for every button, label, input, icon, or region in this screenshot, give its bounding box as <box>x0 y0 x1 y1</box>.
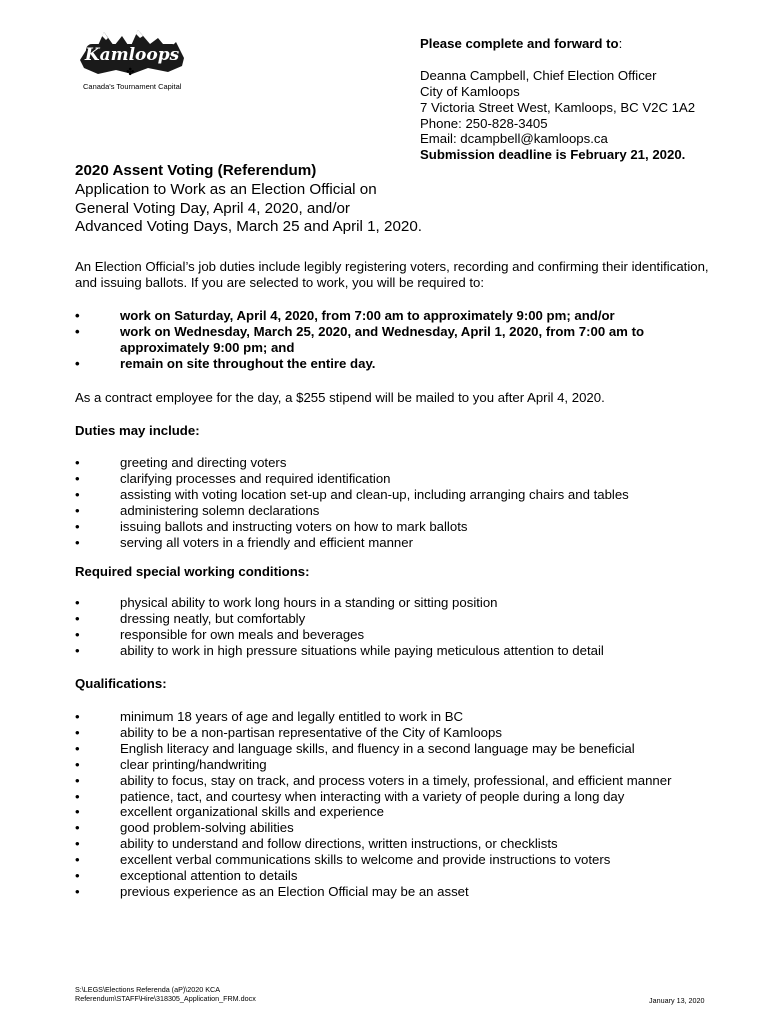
bullet-icon: • <box>75 308 80 323</box>
duties-list <box>75 455 725 550</box>
title-line-1: 2020 Assent Voting (Referendum) <box>75 162 317 179</box>
list-item-text: work on Saturday, April 4, 2020, from 7:00 am to approximately 9:00 pm; and/or <box>120 308 615 323</box>
mailing-address: 7 Victoria Street West, Kamloops, BC V2C 1A2 <box>420 99 696 115</box>
list-item-text: patience, tact, and courtesy when interacting with a variety of people during a long day <box>120 788 625 804</box>
document-title <box>75 162 422 237</box>
title-line-4: Advanced Voting Days, March 25 and April 1, 2020. <box>75 218 422 236</box>
list-item-text: physical ability to work long hours in a standing or sitting position <box>120 595 498 610</box>
list-item <box>75 308 725 324</box>
list-item-text: assisting with voting location set-up and clean-up, including arranging chairs and tables <box>120 486 629 502</box>
list-item-text: English literacy and language skills, and fluency in a second language may be beneficial <box>120 740 635 756</box>
bullet-icon: • <box>75 883 80 899</box>
bullet-icon: • <box>75 610 80 626</box>
stipend-paragraph: As a contract employee for the day, a $255 stipend will be mailed to you after April 4, 2020. <box>75 390 605 405</box>
list-item <box>75 627 725 643</box>
list-item-text: excellent organizational skills and experience <box>120 804 384 820</box>
file-path-line-2: Referendum\STAFF\Hire\318305_Application_FRM.docx <box>75 994 256 1003</box>
list-item-text: dressing neatly, but comfortably <box>120 610 306 626</box>
bullet-icon: • <box>75 724 80 740</box>
list-item-text: good problem-solving abilities <box>120 820 294 836</box>
bullet-icon: • <box>75 852 80 868</box>
conditions-heading: Required special working conditions: <box>75 564 310 579</box>
logo-wordmark: Kamloops <box>84 45 180 65</box>
forward-to-block <box>420 36 695 163</box>
list-item-text: work on Wednesday, March 25, 2020, and Wednesday, April 1, 2020, from 7:00 am to approximately 9:00 pm; and <box>120 323 645 355</box>
list-item <box>75 471 725 487</box>
bullet-icon: • <box>75 626 80 642</box>
list-item <box>75 836 725 852</box>
forward-to-heading <box>420 36 695 52</box>
list-item <box>75 804 725 820</box>
officer-name: Deanna Campbell, Chief Election Officer <box>420 67 657 83</box>
list-item <box>75 487 725 503</box>
list-item <box>75 535 725 551</box>
file-path-footer <box>75 985 256 1003</box>
bullet-icon: • <box>75 804 80 820</box>
list-item-text: ability to focus, stay on track, and process voters in a timely, professional, and efficient manner <box>120 772 672 788</box>
list-item-text: ability to understand and follow directions, written instructions, or checklists <box>120 836 558 852</box>
list-item <box>75 519 725 535</box>
bullet-icon: • <box>75 455 80 470</box>
logo-tagline: Canada's Tournament Capital <box>83 82 182 91</box>
bullet-icon: • <box>75 868 80 884</box>
organization-name: City of Kamloops <box>420 83 520 99</box>
bullet-icon: • <box>75 470 80 486</box>
list-item <box>75 773 725 789</box>
bullet-icon: • <box>75 534 80 550</box>
list-item <box>75 741 725 757</box>
list-item <box>75 595 725 611</box>
list-item-text: remain on site throughout the entire day. <box>120 355 376 371</box>
bullet-icon: • <box>75 518 80 534</box>
bullet-icon: • <box>75 820 80 836</box>
list-item <box>75 643 725 659</box>
list-item-text: exceptional attention to details <box>120 868 298 884</box>
list-item <box>75 356 725 372</box>
submission-deadline: Submission deadline is February 21, 2020. <box>420 147 686 163</box>
bullet-icon: • <box>75 788 80 804</box>
list-item <box>75 820 725 836</box>
duties-heading: Duties may include: <box>75 423 200 438</box>
list-item <box>75 611 725 627</box>
bullet-icon: • <box>75 709 80 724</box>
title-line-3: General Voting Day, April 4, 2020, and/or <box>75 199 350 217</box>
forward-heading-colon: : <box>618 36 623 51</box>
list-item-text: minimum 18 years of age and legally entitled to work in BC <box>120 709 464 724</box>
list-item-text: greeting and directing voters <box>120 455 287 470</box>
qualifications-heading: Qualifications: <box>75 676 167 691</box>
bullet-icon: • <box>75 486 80 502</box>
bullet-icon: • <box>75 772 80 788</box>
list-item <box>75 709 725 725</box>
phone-number: Phone: 250-828-3405 <box>420 115 548 131</box>
bullet-icon: • <box>75 836 80 852</box>
list-item-text: clarifying processes and required identification <box>120 470 391 486</box>
footer-date: January 13, 2020 <box>649 996 705 1005</box>
list-item-text: administering solemn declarations <box>120 502 320 518</box>
maple-leaf-icon: ✤ <box>126 67 135 78</box>
list-item <box>75 868 725 884</box>
list-item <box>75 725 725 741</box>
list-item-text: responsible for own meals and beverages <box>120 626 365 642</box>
file-path-line-1: S:\LEGS\Elections Referenda (aP)\2020 KCA <box>75 985 221 994</box>
list-item-text: ability to be a non-partisan representative of the City of Kamloops <box>120 724 502 740</box>
list-item-text: clear printing/handwriting <box>120 756 267 772</box>
bullet-icon: • <box>75 355 80 371</box>
list-item <box>75 884 725 900</box>
qualifications-list <box>75 709 725 900</box>
bullet-icon: • <box>75 595 80 610</box>
requirements-list <box>75 308 725 372</box>
list-item-text: ability to work in high pressure situations while paying meticulous attention to detail <box>120 642 604 658</box>
list-item <box>75 789 725 805</box>
list-item <box>75 503 725 519</box>
list-item-text: previous experience as an Election Official may be an asset <box>120 883 469 899</box>
list-item-text: serving all voters in a friendly and efficient manner <box>120 534 413 550</box>
intro-paragraph: An Election Official’s job duties include legibly registering voters, recording and confirming their identification, and issuing ballots. If you are selected to work, you will be required to: <box>75 259 709 290</box>
list-item <box>75 455 725 471</box>
email-address: Email: dcampbell@kamloops.ca <box>420 131 608 147</box>
bullet-icon: • <box>75 756 80 772</box>
bullet-icon: • <box>75 740 80 756</box>
list-item <box>75 852 725 868</box>
list-item-text: issuing ballots and instructing voters on how to mark ballots <box>120 518 468 534</box>
bullet-icon: • <box>75 323 80 339</box>
forward-heading-text: Please complete and forward to <box>420 36 619 51</box>
list-item <box>75 324 725 356</box>
title-line-2: Application to Work as an Election Official on <box>75 180 377 198</box>
kamloops-logo <box>78 22 186 94</box>
bullet-icon: • <box>75 642 80 658</box>
list-item <box>75 757 725 773</box>
list-item-text: excellent verbal communications skills to welcome and provide instructions to voters <box>120 852 611 868</box>
bullet-icon: • <box>75 502 80 518</box>
conditions-list <box>75 595 725 659</box>
